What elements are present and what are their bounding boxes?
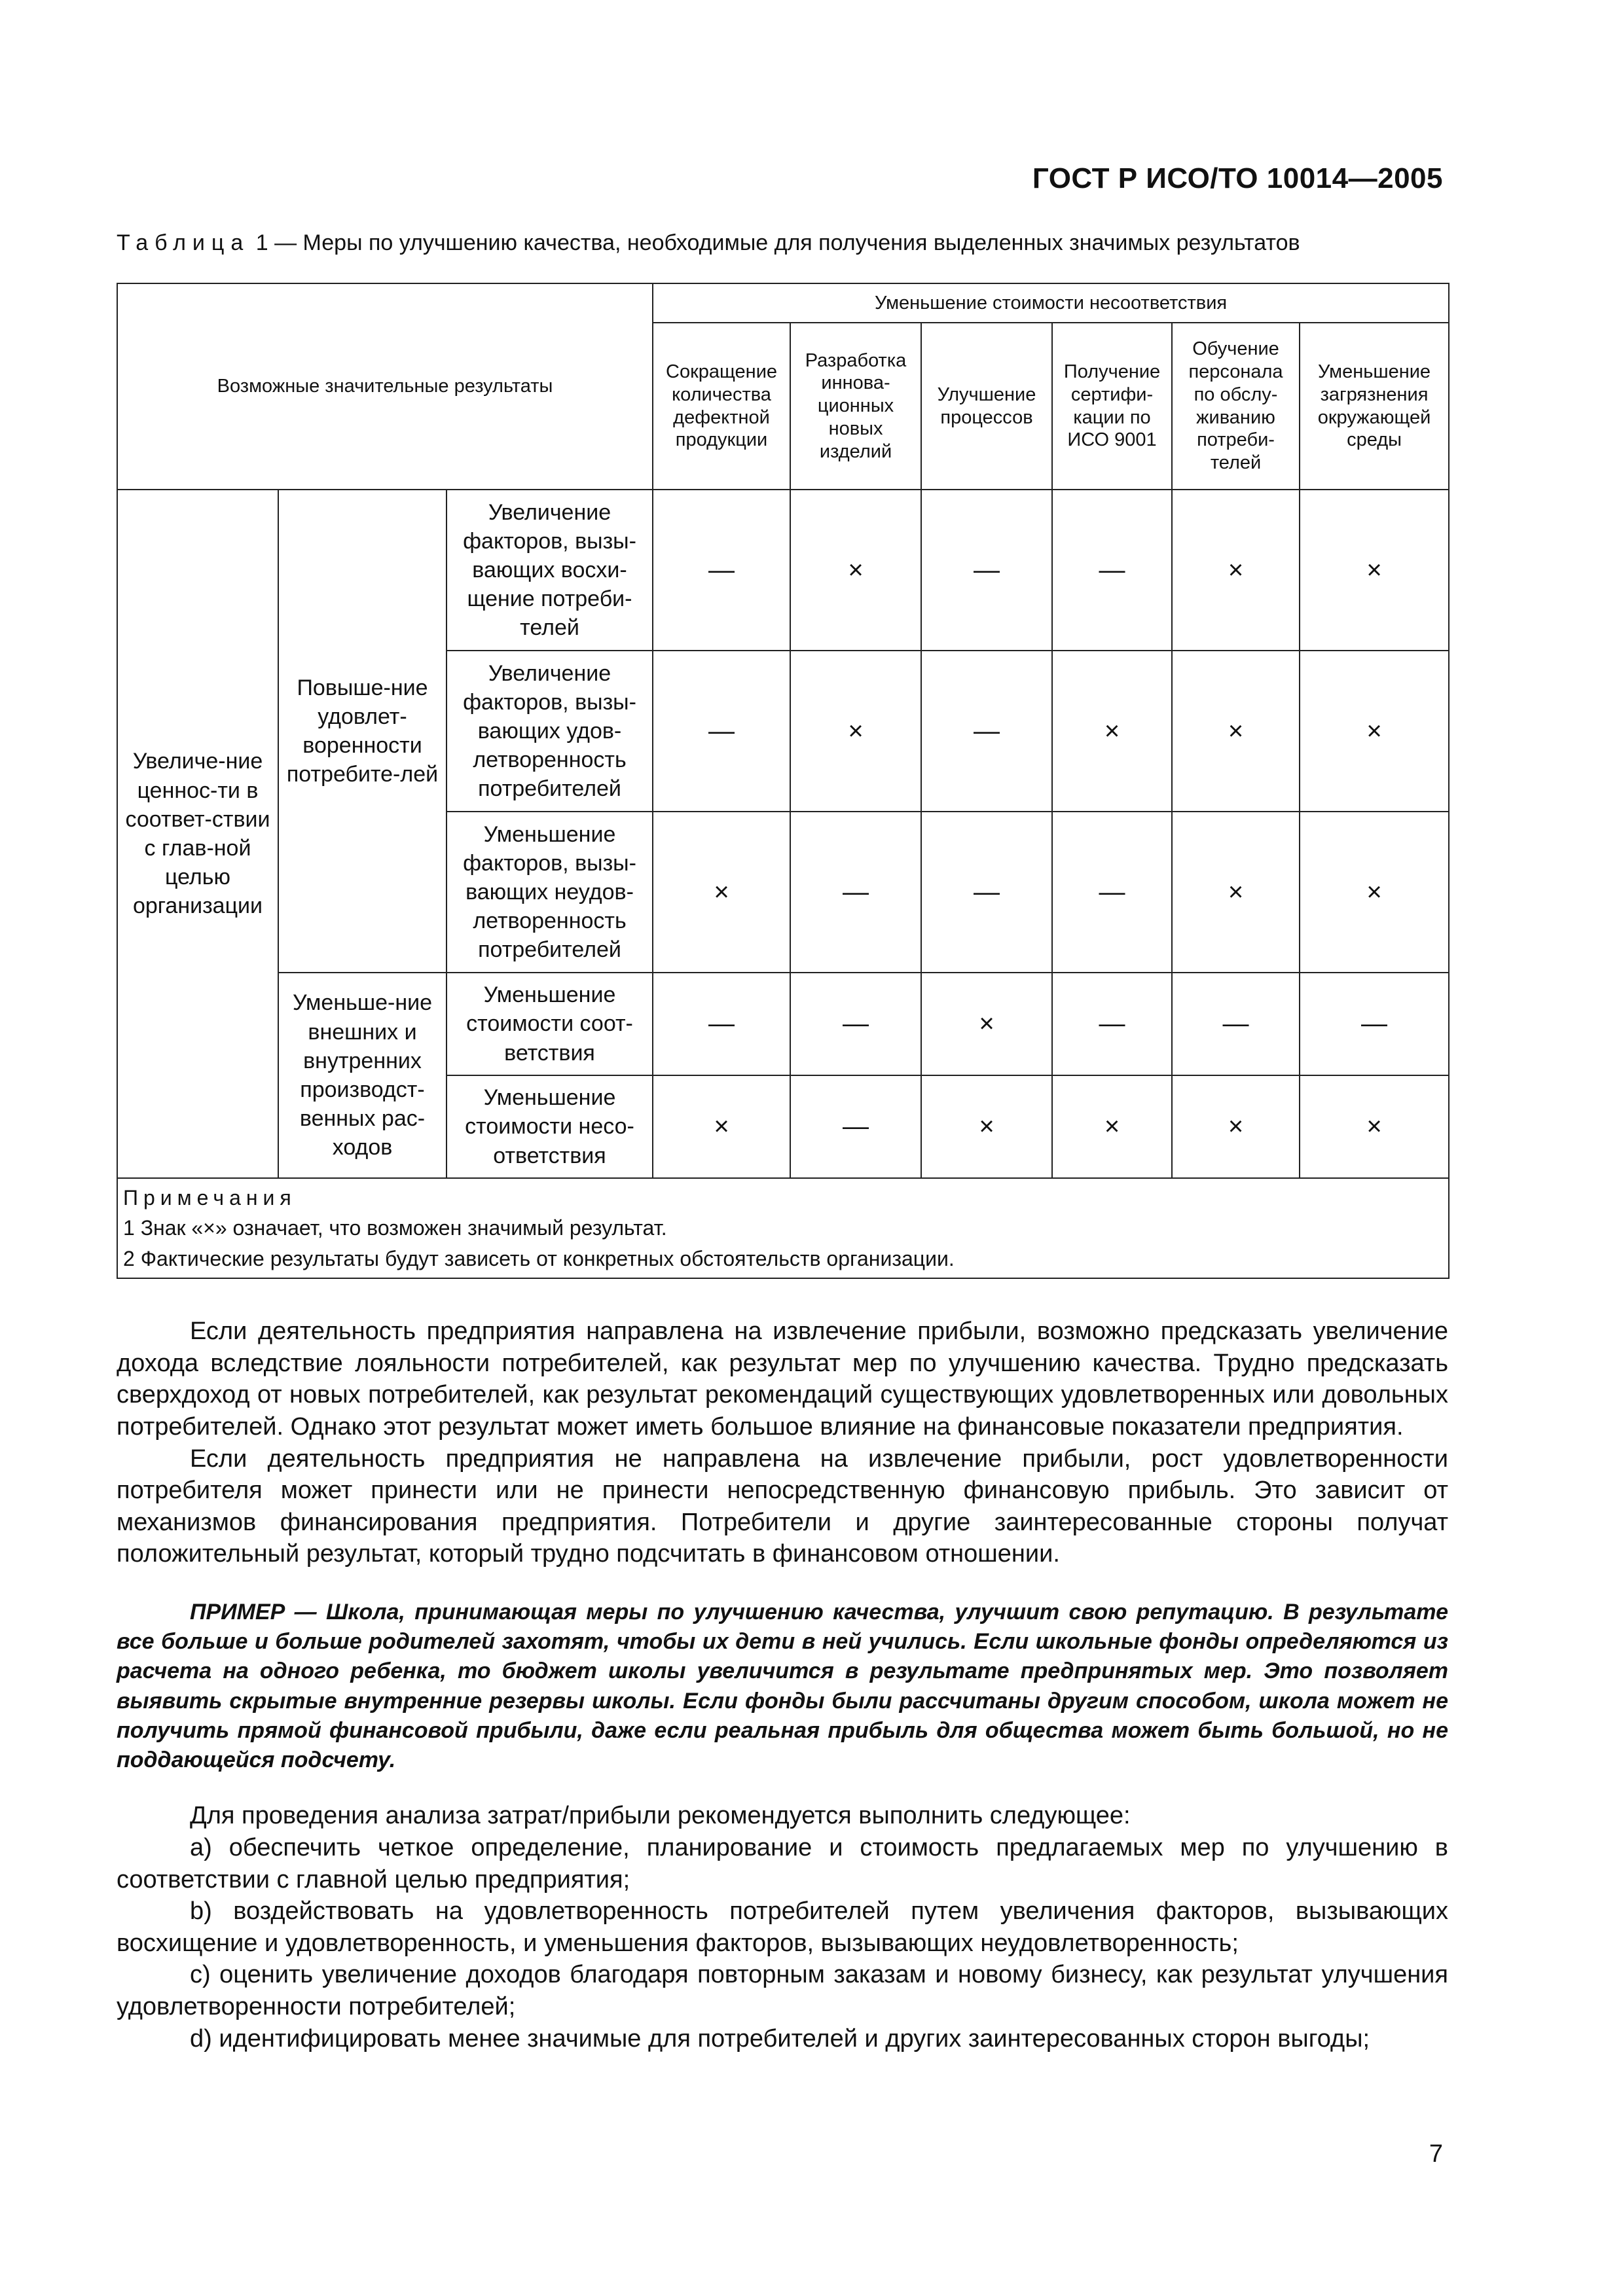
mark-cell: — (790, 812, 921, 973)
factor-cell: Увеличение факторов, вызы-вающих восхи-щение потреби-телей (447, 490, 653, 651)
header-col-4: Получение сертифи-кации по ИСО 9001 (1052, 323, 1172, 490)
mark-cell: — (653, 973, 790, 1075)
mark-cell: × (1052, 1075, 1172, 1178)
measures-table (117, 283, 1450, 1279)
mark-cell: × (921, 973, 1052, 1075)
mark-cell: — (790, 1075, 921, 1178)
factor-cell: Уменьшение стоимости соот-ветствия (447, 973, 653, 1075)
mark-cell: × (1300, 1075, 1449, 1178)
table-notes-row (117, 1178, 1449, 1278)
paragraph-nonprofit: Если деятельность предприятия не направлена на извлечение прибыли, рост удовлетворенности потребителя может принести или не принести непосредственную финансовую прибыль. Это зависит от механизмов финансирования предприятия. Потребители и другие заинтересованные стороны получат положительный результат, который трудно подсчитать в финансовом отношении. (117, 1444, 1448, 1568)
mark-cell: × (1172, 1075, 1300, 1178)
mark-cell: — (1052, 973, 1172, 1075)
note-1: 1 Знак «×» означает, что возможен значимый результат. (123, 1216, 667, 1240)
mark-cell: — (1172, 973, 1300, 1075)
body-text (117, 1316, 1448, 2054)
mark-cell: — (921, 651, 1052, 812)
paragraph-profit: Если деятельность предприятия направлена на извлечение прибыли, возможно предсказать увеличение дохода вследствие лояльности потребителей, как результат мер по улучшению качества. Трудно предсказать сверхдоход от новых потребителей, как результат рекомендаций существующих удовлетворенных или довольных потребителей. Однако этот результат может иметь большое влияние на финансовые показатели предприятия. (117, 1318, 1448, 1441)
mark-cell: × (1300, 490, 1449, 651)
table-caption-label: Таблица (117, 230, 250, 255)
list-item: c) оценить увеличение доходов благодаря повторным заказам и новому бизнесу, как результат улучшения удовлетворенности потребителей; (117, 1961, 1448, 2021)
subgroup-cell-costs: Уменьше-ние внешних и внутренних производст-венных рас-ходов (278, 973, 447, 1178)
note-2: 2 Фактические результаты будут зависеть от конкретных обстоятельств организации. (123, 1246, 955, 1270)
mark-cell: × (653, 812, 790, 973)
mark-cell: × (653, 1075, 790, 1178)
mark-cell: × (1052, 651, 1172, 812)
page-number: 7 (1429, 2140, 1443, 2168)
mark-cell: — (1300, 973, 1449, 1075)
mark-cell: × (1300, 812, 1449, 973)
table-row (117, 973, 1449, 1075)
factor-cell: Уменьшение стоимости несо-ответствия (447, 1075, 653, 1178)
mark-cell: × (790, 490, 921, 651)
header-possible-results: Возможные значительные результаты (117, 283, 653, 490)
mark-cell: — (921, 490, 1052, 651)
notes-title: Примечания (123, 1186, 297, 1210)
paragraph-cost-benefit: Для проведения анализа затрат/прибыли рекомендуется выполнить следующее: (190, 1802, 1131, 1830)
mark-cell: × (1172, 490, 1300, 651)
factor-cell: Увеличение факторов, вызы-вающих удов-летворенность потребителей (447, 651, 653, 812)
list-item: b) воздействовать на удовлетворенность потребителей путем увеличения факторов, вызывающих восхищение и удовлетворенность, и уменьшения факторов, вызывающих неудовлетворенность; (117, 1897, 1448, 1957)
mark-cell: — (653, 651, 790, 812)
group-cell-value-increase: Увеличе-ние ценнос-ти в соответ-ствии с глав-ной целью организации (117, 490, 278, 1178)
table-caption-text: 1 — Меры по улучшению качества, необходимые для получения выделенных значимых результатов (249, 230, 1300, 255)
table-caption (117, 230, 1300, 256)
table-row (117, 490, 1449, 651)
header-col-1: Сокращение количества дефектной продукции (653, 323, 790, 490)
example-paragraph: ПРИМЕР — Школа, принимающая меры по улучшению качества, улучшит свою репутацию. В результате все больше и больше родителей захотят, чтобы их дети в ней учились. Если школьные фонды определяются из расчета на одного ребенка, то бюджет школы увеличится в результате предпринятых мер. Это позволяет выявить скрытые внутренние резервы школы. Если фонды были рассчитаны другим способом, школа может не получить прямой финансовой прибыли, даже если реальная прибыль для общества может быть большой, но не поддающейся подсчету. (117, 1600, 1448, 1773)
mark-cell: × (1172, 812, 1300, 973)
factor-cell: Уменьшение факторов, вызы-вающих неудов-летворенность потребителей (447, 812, 653, 973)
mark-cell: — (653, 490, 790, 651)
mark-cell: × (1172, 651, 1300, 812)
mark-cell: — (1052, 812, 1172, 973)
subgroup-cell-satisfaction: Повыше-ние удовлет-воренности потребите-лей (278, 490, 447, 973)
mark-cell: × (1300, 651, 1449, 812)
table-header-row-1 (117, 283, 1449, 323)
list-item: d) идентифицировать менее значимые для потребителей и других заинтересованных сторон выгоды; (190, 2024, 1370, 2053)
document-id-header: ГОСТ Р ИСО/ТО 10014—2005 (1032, 162, 1443, 194)
header-group-nonconformity-cost: Уменьшение стоимости несоответствия (653, 283, 1449, 323)
mark-cell: — (1052, 490, 1172, 651)
mark-cell: — (790, 973, 921, 1075)
header-col-6: Уменьшение загрязнения окружающей среды (1300, 323, 1449, 490)
header-col-5: Обучение персонала по обслу-живанию потреби-телей (1172, 323, 1300, 490)
table-notes (117, 1178, 1449, 1278)
header-col-2: Разработка иннова-ционных новых изделий (790, 323, 921, 490)
mark-cell: × (790, 651, 921, 812)
mark-cell: × (921, 1075, 1052, 1178)
header-col-3: Улучшение процессов (921, 323, 1052, 490)
mark-cell: — (921, 812, 1052, 973)
list-item: a) обеспечить четкое определение, планирование и стоимость предлагаемых мер по улучшению в соответствии с главной целью предприятия; (117, 1833, 1448, 1893)
